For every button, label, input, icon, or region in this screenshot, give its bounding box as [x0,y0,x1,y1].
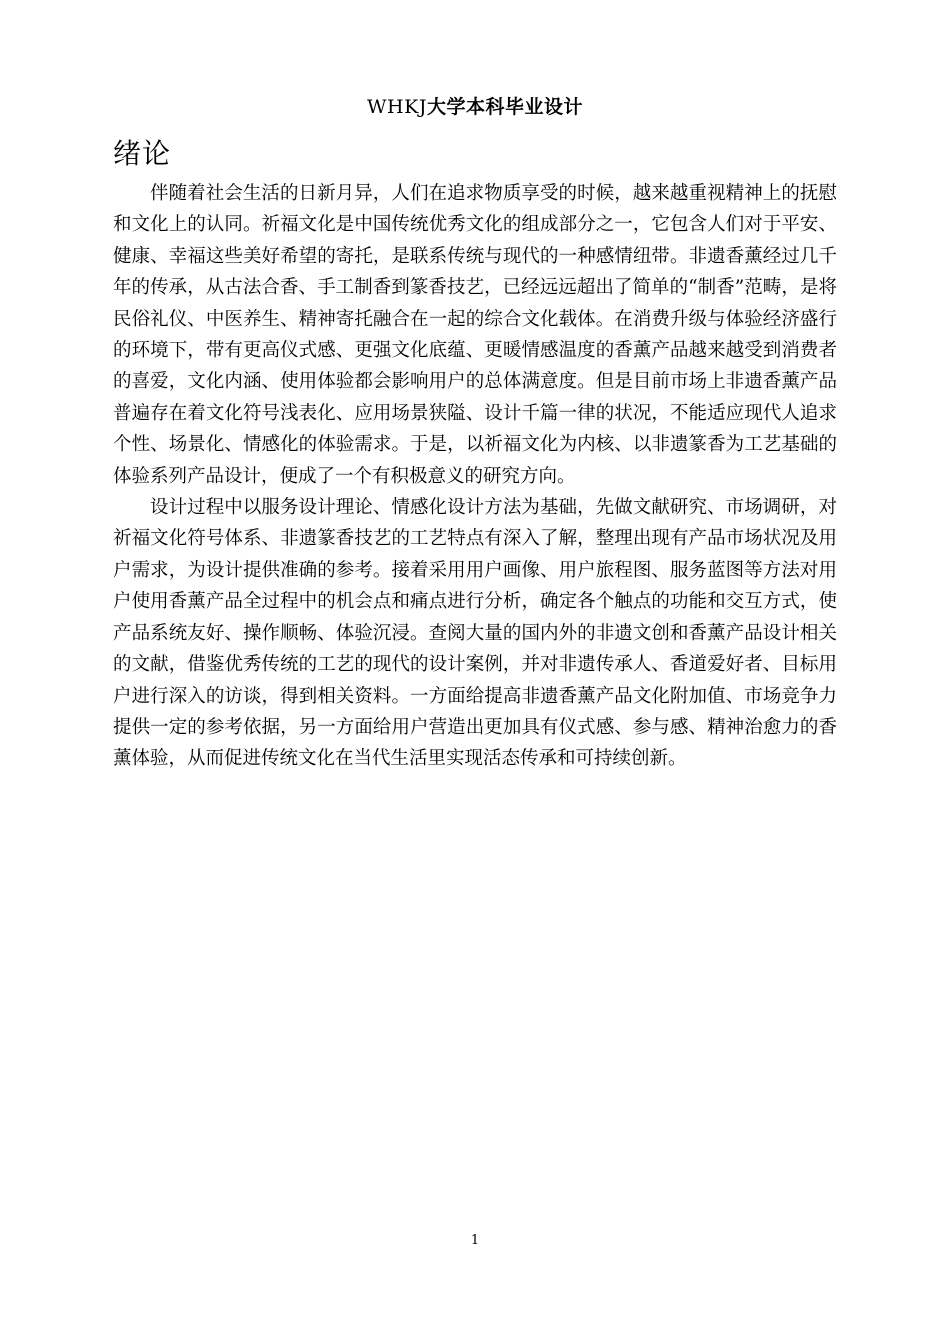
paragraph-2: 设计过程中以服务设计理论、情感化设计方法为基础，先做文献研究、市场调研，对祈福文化符号体系、非遗篆香技艺的工艺特点有深入了解，整理出现有产品市场状况及用户需求，为设计提供准确的参考。接着采用用户画像、用户旅程图、服务蓝图等方法对用户使用香薰产品全过程中的机会点和痛点进行分析，确定各个触点的功能和交互方式，使产品系统友好、操作顺畅、体验沉浸。查阅大量的国内外的非遗文创和香薰产品设计相关的文献，借鉴优秀传统的工艺的现代的设计案例，并对非遗传承人、香道爱好者、目标用户进行深入的访谈，得到相关资料。一方面给提高非遗香薰产品文化附加值、市场竞争力提供一定的参考依据，另一方面给用户营造出更加具有仪式感、参与感、精神治愈力的香薰体验，从而促进传统文化在当代生活里实现活态传承和可持续创新。 [113,497,837,770]
paragraph-1: 伴随着社会生活的日新月异，人们在追求物质享受的时候，越来越重视精神上的抚慰和文化上的认同。祈福文化是中国传统优秀文化的组成部分之一，它包含人们对于平安、健康、幸福这些美好希望的寄托，是联系传统与现代的一种感情纽带。非遗香薰经过几千年的传承，从古法合香、手工制香到篆香技艺，已经远远超出了简单的“制香”范畴，是将民俗礼仪、中医养生、精神寄托融合在一起的综合文化载体。在消费升级与体验经济盛行的环境下，带有更高仪式感、更强文化底蕴、更暖情感温度的香薰产品越来越受到消费者的喜爱，文化内涵、使用体验都会影响用户的总体满意度。但是目前市场上非遗香薰产品普遍存在着文化符号浅表化、应用场景狭隘、设计千篇一律的状况，不能适应现代人追求个性、场景化、情感化的体验需求。于是，以祈福文化为内核、以非遗篆香为工艺基础的体验系列产品设计，便成了一个有积极意义的研究方向。 [113,183,837,487]
section-title: 绪论 [113,137,172,170]
header-title: 大学本科毕业设计 [426,96,583,118]
header-prefix: WHKJ [367,96,427,118]
running-header [0,94,950,120]
page-number: 1 [470,1233,480,1248]
body-text [113,178,837,775]
